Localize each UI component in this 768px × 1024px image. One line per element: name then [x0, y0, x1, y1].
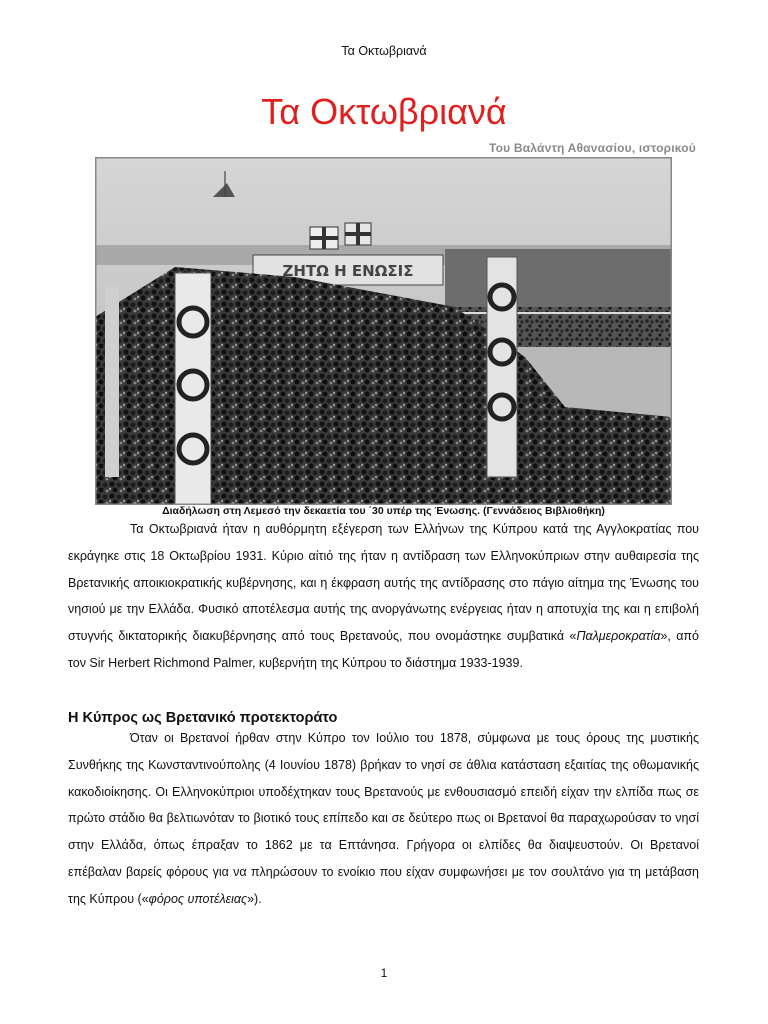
paragraph-intro-text: Τα Οκτωβριανά ήταν η αυθόρμητη εξέγερση των Ελλήνων της Κύπρου κατά της Αγγλοκρατίας που εκράγηκε στις 18 Οκτωβρίου 1931. Κύριο αίτιό της ήταν η αντίδραση των Ελληνοκύπριων στην αυθαιρεσία της Βρετανικής αποικιοκρατικής κυβέρνησης, και η έκφραση αυτής της αντίδρασης στο πάγιο αίτημα της Ένωσης του νησιού με την Ελλάδα. Φυσικό αποτέλεσμα αυτής της ανοργάνωτης ενέργειας ήταν η αποτυχία της και η επιβολή στυγνής δικτατορικής διακυβέρνησης από τους Βρετανούς, που ονομάστηκε συμβατικά «: [68, 522, 699, 644]
banner-text: ΖΗΤΩ Η ΕΝΩΣΙΣ: [282, 262, 414, 280]
historical-photo: [95, 157, 672, 505]
document-title: Τα Οκτωβριανά: [261, 91, 507, 132]
page-number: 1: [380, 966, 388, 980]
paragraph-protectorate-text: Όταν οι Βρετανοί ήρθαν στην Κύπρο τον Ιούλιο του 1878, σύμφωνα με τους όρους της μυστικής Συνθήκης της Κωνσταντινούπολης (4 Ιουνίου 1878) βρήκαν το νησί σε άθλια κατάσταση εξαιτίας της οθωμανικής κακοδιοίκησης. Οι Ελληνοκύπριοι υποδέχτηκαν τους Βρετανούς με ενθουσιασμό επειδή είχαν την ελπίδα πως σε πρώτο στάδιο θα βελτιωνόταν το βιοτικό τους επίπεδο και σε δεύτερο πως οι Βρετανοί θα παραχωρούσαν το νησί στην Ελλάδα, όπως έπραξαν το 1862 με τα Επτάνησα. Γρήγορα οι ελπίδες θα διαψευστούν. Οι Βρετανοί επέβαλαν βαρείς φόρους για να πληρώσουν το ενοίκιο που είχαν συμφωνήσει με τον σουλτάνο για τη μετάβαση της Κύπρου («: [68, 731, 699, 906]
paragraph-protectorate-text-end: »).: [247, 891, 262, 906]
paragraph-protectorate-quote: φόρος υποτέλειας: [148, 891, 248, 906]
paragraph-intro: [68, 516, 699, 677]
running-header: Τα Οκτωβριανά: [341, 44, 427, 58]
section-heading: Η Κύπρος ως Βρετανικό προτεκτοράτο: [68, 710, 338, 726]
author-byline: Του Βαλάντη Αθανασίου, ιστορικού: [488, 141, 696, 155]
photo-caption: Διαδήλωση στη Λεμεσό την δεκαετία του ΄30 υπέρ της Ένωσης. (Γεννάδειος Βιβλιοθήκη): [162, 505, 605, 517]
paragraph-protectorate: [68, 725, 699, 913]
paragraph-intro-quote: Παλμεροκρατία: [576, 629, 661, 644]
paragraph-intro-text-end: », από τον Sir Herbert Richmond Palmer, κυβερνήτη της Κύπρου το διάστημα 1933-1939.: [68, 629, 699, 670]
